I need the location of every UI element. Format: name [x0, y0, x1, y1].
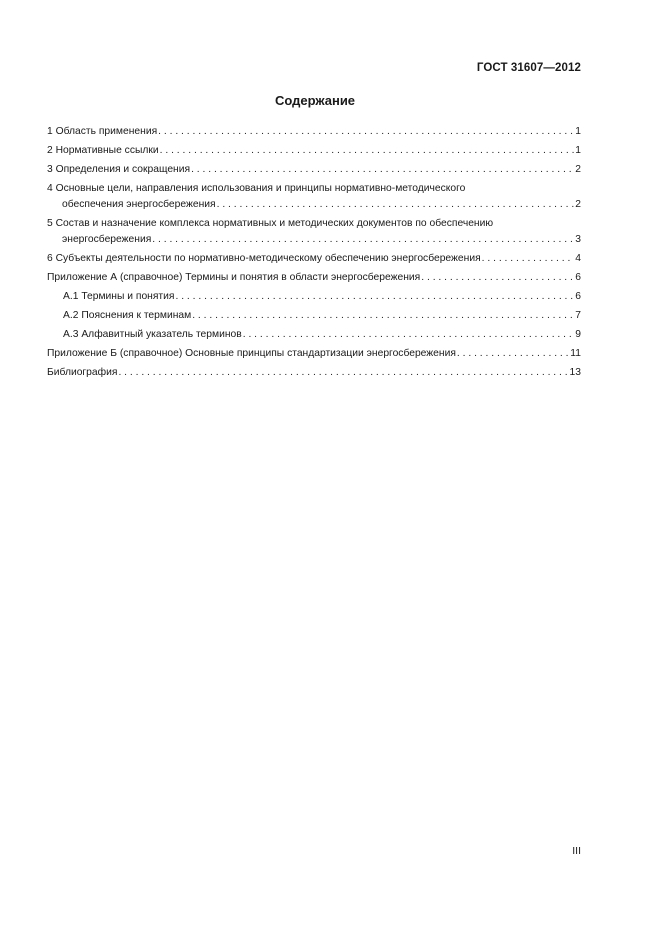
toc-entry-page: 4	[575, 253, 581, 264]
toc-entry-text: 3 Определения и сокращения	[47, 164, 191, 175]
toc-title: Содержание	[274, 93, 356, 108]
toc-entry-page: 3	[575, 234, 581, 245]
toc-entry-text-continuation: энергосбережения	[62, 234, 152, 245]
toc-entry-text: А.2 Пояснения к терминам	[63, 310, 192, 321]
toc-entry-text: 2 Нормативные ссылки	[47, 145, 159, 156]
toc-entry-6[interactable]	[47, 251, 581, 267]
toc-entry-page: 2	[575, 199, 581, 210]
toc-entry-a3[interactable]	[47, 327, 581, 343]
toc-entry-text: А.3 Алфавитный указатель терминов	[63, 329, 242, 340]
document-header-code: ГОСТ 31607—2012	[476, 62, 581, 74]
toc-entry-page: 13	[569, 367, 581, 378]
toc-entry-page: 9	[575, 329, 581, 340]
toc-leader-dots	[160, 143, 575, 159]
toc-leader-dots	[243, 327, 575, 343]
toc-entry-text: 6 Субъекты деятельности по нормативно-методическому обеспечению энергосбережения	[47, 253, 481, 264]
toc-entry-4[interactable]	[47, 181, 581, 213]
toc-entry-5[interactable]	[47, 216, 581, 248]
toc-entry-bibliography[interactable]	[47, 365, 581, 381]
toc-entry-a1[interactable]	[47, 289, 581, 305]
toc-entry-page: 11	[570, 348, 581, 359]
toc-entry-text: Библиография	[47, 367, 118, 378]
toc-entry-page: 6	[575, 291, 581, 302]
toc-entry-text: А.1 Термины и понятия	[63, 291, 175, 302]
toc-entry-page: 1	[575, 126, 581, 137]
toc-entry-text: 4 Основные цели, направления использования и принципы нормативно-методического	[47, 183, 466, 194]
toc-leader-dots	[152, 232, 574, 248]
table-of-contents	[47, 124, 581, 384]
toc-leader-dots	[217, 197, 575, 213]
toc-leader-dots	[118, 365, 568, 381]
toc-entry-appendix-b[interactable]	[47, 346, 581, 362]
toc-entry-text-continuation: обеспечения энергосбережения	[62, 199, 216, 210]
toc-entry-page: 1	[575, 145, 581, 156]
toc-entry-page: 7	[575, 310, 581, 321]
toc-entry-text: Приложение А (справочное) Термины и понятия в области энергосбережения	[47, 272, 421, 283]
toc-entry-2[interactable]	[47, 143, 581, 159]
toc-entry-text: 5 Состав и назначение комплекса нормативных и методических документов по обеспечению	[47, 218, 494, 229]
toc-leader-dots	[175, 289, 574, 305]
toc-leader-dots	[482, 251, 575, 267]
toc-entry-text: Приложение Б (справочное) Основные принципы стандартизации энергосбережения	[47, 348, 456, 359]
toc-leader-dots	[421, 270, 574, 286]
toc-entry-1[interactable]	[47, 124, 581, 140]
toc-leader-dots	[192, 308, 574, 324]
toc-entry-page: 6	[575, 272, 581, 283]
toc-leader-dots	[457, 346, 569, 362]
toc-entry-3[interactable]	[47, 162, 581, 178]
toc-entry-a2[interactable]	[47, 308, 581, 324]
page-number: III	[572, 845, 581, 857]
toc-leader-dots	[191, 162, 574, 178]
toc-leader-dots	[158, 124, 574, 140]
toc-entry-page: 2	[575, 164, 581, 175]
toc-entry-appendix-a[interactable]	[47, 270, 581, 286]
toc-entry-text: 1 Область применения	[47, 126, 158, 137]
